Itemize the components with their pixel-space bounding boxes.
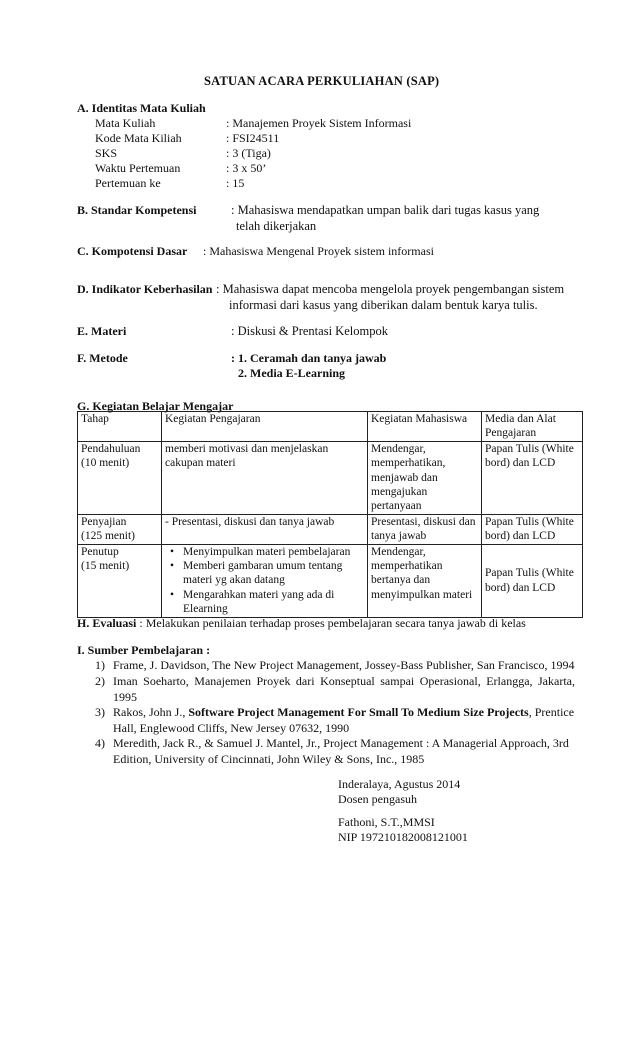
reference-item (95, 674, 575, 705)
media-cell: Papan Tulis (White bord) dan LCD (482, 441, 583, 514)
list-item: • Mengarahkan materi yang ada di Elearning (183, 588, 364, 617)
identitas-label: SKS (95, 146, 118, 160)
mahasiswa-cell: Mendengar, memperhatikan bertanya dan menyimpulkan materi (368, 544, 482, 617)
tahap-duration: (125 menit) (81, 530, 135, 543)
reference-text: Meredith, Jack R., & Samuel J. Mantel, Jr., Project Management : A Managerial Approach, 3rd Edition, University of Cincinnati, John Wiley & Sons, Inc., 1985 (113, 736, 569, 766)
identitas-value: : Manajemen Proyek Sistem Informasi (226, 116, 412, 130)
reference-item (95, 736, 575, 767)
section-g-heading: G. Kegiatan Belajar Mengajar (77, 399, 234, 413)
section-f-label: F. Metode (77, 351, 128, 365)
section-f-line1: : 1. Ceramah dan tanya jawab (231, 351, 387, 365)
section-b-line2: telah dikerjakan (236, 219, 317, 233)
reference-bold-title: Software Project Management For Small To Medium Size Projects (188, 705, 529, 719)
section-e-label: E. Materi (77, 324, 127, 338)
section-h-label: H. Evaluasi (77, 616, 137, 630)
section-d-label: D. Indikator Keberhasilan (77, 282, 213, 296)
reference-text: Iman Soeharto, Manajemen Proyek dari Konseptual sampai Operasional, Erlangga, Jakarta, 1995 (113, 674, 575, 704)
reference-text: Frame, J. Davidson, The New Project Management, Jossey-Bass Publisher, San Francisco, 1994 (113, 658, 575, 672)
pengajaran-cell: - Presentasi, diskusi dan tanya jawab (162, 514, 368, 544)
tahap-name: Pendahuluan (81, 442, 141, 455)
pengajaran-list (165, 545, 364, 617)
section-c-label: C. Kompotensi Dasar (77, 244, 188, 258)
identitas-value: : 15 (226, 176, 245, 190)
section-b-label: B. Standar Kompetensi (77, 203, 197, 217)
header-cell: Media dan Alat Pengajaran (482, 412, 583, 442)
tahap-cell (78, 514, 162, 544)
media-cell (482, 544, 583, 617)
section-e-value: : Diskusi & Prentasi Kelompok (231, 324, 388, 338)
list-item: • Memberi gambaran umum tentang materi yg akan datang (183, 559, 364, 588)
section-i-heading: I. Sumber Pembelajaran : (77, 643, 211, 657)
pengajaran-cell: memberi motivasi dan menjelaskan cakupan materi (162, 441, 368, 514)
signature-role: Dosen pengasuh (338, 792, 417, 806)
list-item: • Menyimpulkan materi pembelajaran (183, 545, 364, 559)
identitas-label: Kode Mata Kiliah (95, 131, 182, 145)
section-d-line1: : Mahasiswa dapat mencoba mengelola proyek pengembangan sistem (216, 282, 565, 296)
section-c-value: : Mahasiswa Mengenal Proyek sistem informasi (203, 244, 434, 258)
pengajaran-cell (162, 544, 368, 617)
section-b-line1: : Mahasiswa mendapatkan umpan balik dari tugas kasus yang (231, 203, 540, 217)
reference-number: 3) (95, 705, 105, 719)
header-cell: Kegiatan Pengajaran (162, 412, 368, 442)
signature-nip: NIP 197210182008121001 (338, 830, 468, 844)
tahap-name: Penyajian (81, 515, 127, 528)
identitas-label: Mata Kuliah (95, 116, 156, 130)
section-a-heading: A. Identitas Mata Kuliah (77, 101, 206, 115)
tahap-name: Penutup (81, 545, 119, 558)
reference-number: 1) (95, 658, 105, 672)
section-h-value: : Melakukan penilaian terhadap proses pembelajaran secara tanya jawab di kelas (136, 616, 526, 630)
identitas-value: : 3 x 50’ (226, 161, 267, 175)
document-title: SATUAN ACARA PERKULIAHAN (SAP) (204, 74, 440, 88)
table-header-row (78, 412, 583, 442)
reference-post: , Prentice Hall, Englewood Cliffs, New Jersey 07632, 1990 (113, 705, 575, 735)
reference-item (95, 658, 575, 674)
reference-number: 2) (95, 674, 105, 688)
signature-name: Fathoni, S.T.,MMSI (338, 815, 435, 829)
reference-item (95, 705, 575, 736)
media-text: Papan Tulis (White bord) dan LCD (485, 567, 574, 594)
table-row (78, 514, 583, 544)
reference-pre: Rakos, John J., (113, 705, 189, 719)
tahap-duration: (10 menit) (81, 457, 130, 470)
tahap-duration: (15 menit) (81, 560, 130, 573)
mahasiswa-cell: Mendengar, memperhatikan, menjawab dan mengajukan pertanyaan (368, 441, 482, 514)
tahap-cell (78, 544, 162, 617)
header-cell: Kegiatan Mahasiswa (368, 412, 482, 442)
table-row (78, 544, 583, 617)
identitas-label: Pertemuan ke (95, 176, 161, 190)
table-row (78, 441, 583, 514)
identitas-value: : FSI24511 (226, 131, 280, 145)
section-d-line2: informasi dari kasus yang diberikan dalam bentuk karya tulis. (229, 298, 538, 312)
media-cell: Papan Tulis (White bord) dan LCD (482, 514, 583, 544)
tahap-cell (78, 441, 162, 514)
mahasiswa-cell: Presentasi, diskusi dan tanya jawab (368, 514, 482, 544)
identitas-label: Waktu Pertemuan (95, 161, 181, 175)
section-f-line2: 2. Media E-Learning (238, 366, 345, 380)
header-cell: Tahap (78, 412, 162, 442)
signature-place-date: Inderalaya, Agustus 2014 (338, 777, 461, 791)
identitas-value: : 3 (Tiga) (226, 146, 271, 160)
kegiatan-table (77, 411, 583, 618)
reference-number: 4) (95, 736, 105, 750)
section-h (77, 616, 526, 631)
reference-text (113, 705, 575, 736)
